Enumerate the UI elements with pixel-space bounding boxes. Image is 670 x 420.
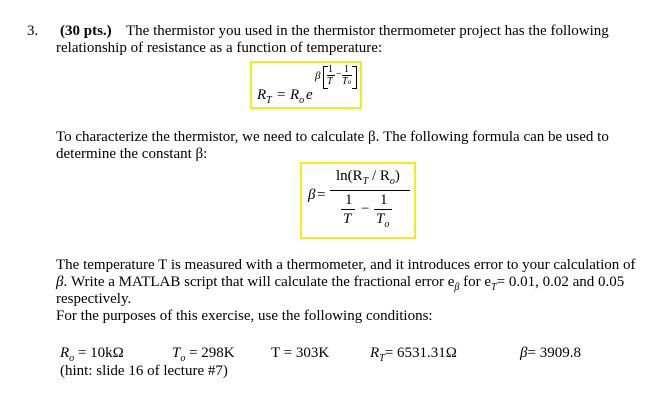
condition-beta: β= 3909.8 [520, 345, 581, 361]
eq1-exp-beta: β [315, 70, 321, 82]
eq1-r0: $R_o$ [290, 87, 305, 106]
intro-line-2: relationship of resistance as a function of temperature: [56, 40, 383, 56]
problem-number: 3. [27, 23, 39, 39]
hint-text: (hint: slide 16 of lecture #7) [60, 363, 228, 379]
condition-t0: $T_o = 298K$ [172, 345, 235, 364]
intro-line-1: The thermistor you used in the thermistor thermometer project has the following [126, 23, 609, 39]
eq2-bar-b [374, 209, 392, 210]
condition-rt: $R_T= 6531.31\Omega$ [370, 345, 457, 364]
eq2-minus: − [361, 201, 370, 217]
eq1-exp-minus: − [336, 69, 342, 80]
body-line-4: For the purposes of this exercise, use the following conditions: [56, 308, 433, 324]
eq2-numerator: $\ln(R_T / R_o)$ [336, 168, 400, 187]
eq2-one-a: 1 [345, 192, 353, 208]
eq1-exp-to: To [342, 76, 352, 87]
eq1-exp-one-a: 1 [328, 64, 333, 75]
eq1-base-e: e [306, 87, 313, 103]
char-line-1: To characterize the thermistor, we need to calculate β. The following formula can be used to [56, 129, 609, 145]
eq1-exp-right-bracket [352, 66, 357, 89]
eq2-one-b: 1 [380, 192, 388, 208]
condition-r0: $R_o = 10k\Omega$ [60, 345, 124, 364]
equation-box-resistance [250, 61, 362, 109]
eq1-exp-t: T [327, 76, 333, 87]
body-line-1: The temperature T is measured with a thermometer, and it introduces error to your calculation of [56, 257, 636, 273]
eq2-main-fraction-bar [330, 190, 410, 191]
eq2-beta: β [308, 187, 316, 203]
body-line-3: respectively. [56, 291, 132, 307]
problem-points: (30 pts.) [60, 23, 112, 39]
eq2-bar-a [341, 209, 355, 210]
equation-box-beta [300, 162, 416, 239]
eq1-exp-one-b: 1 [344, 64, 349, 75]
eq1-equals: = [277, 87, 286, 103]
condition-t: T = 303K [271, 345, 330, 361]
eq1-lhs: $R_T$ [257, 87, 272, 106]
eq2-t: T [343, 211, 352, 227]
eq2-to: $T_o$ [376, 211, 390, 230]
eq2-equals: = [317, 187, 326, 203]
body-line-2: β. Write a MATLAB script that will calculate the fractional error $e_\beta$ for $e_T= 0.01$, 0.02 and 0.05 [56, 274, 625, 293]
char-line-2: determine the constant β: [56, 146, 208, 162]
